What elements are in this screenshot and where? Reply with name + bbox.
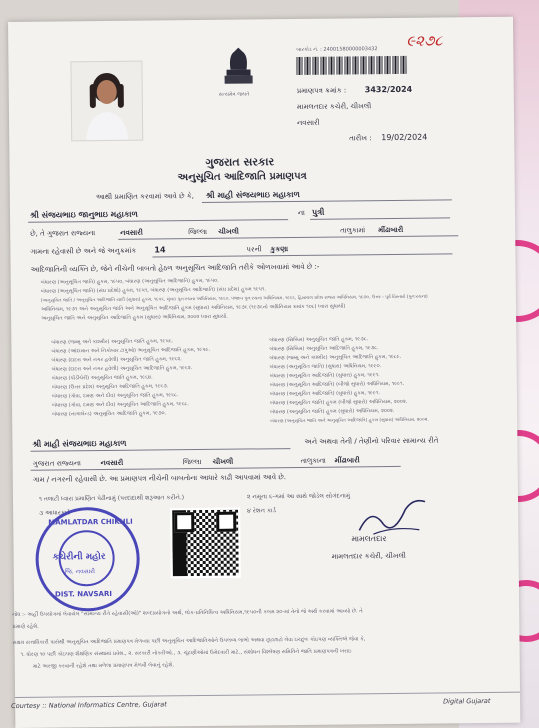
resident-label: ગામના રહેવાસી છે અને જે અનુક્રમાંક <box>30 246 137 256</box>
underline <box>152 253 452 257</box>
order-right: બંધારણ (જમ્મુ અને કાશ્મીર) અનુસૂચિત આદિજાતિ હુકમ, ૧૯૮૯. <box>269 353 402 362</box>
taluka-label: તાલુકામાં <box>340 226 366 235</box>
father-name: શ્રી સંજયભાઇ જાનુભાઇ મહાકાળ <box>29 209 138 220</box>
resident-taluka-label: તાલુકાના <box>300 456 326 465</box>
resident-district-label: જિલ્લા <box>182 457 202 467</box>
order-line: (અનુસૂચિત જાતિ / અનુસૂચિત આદિજાતિ યાદી (સુધારા) હુકમ, ૧૯૫૬, મુંબઇ પુનઃરચના અધિનિયમ, ૧૯૬૦, પંજાબ પુનઃરચના અધિનિયમ, ૧૯૬૬, હિમાચલ પ્રદેશ રાજ્ય અધિનિયમ, ૧૯૭૦, ઉત્તર - પૂર્વ વિસ્તારો (પુનઃરચના) <box>40 294 428 304</box>
order-right: બંધારણ (અનુસૂચિત જાતિ) (સુધારા) અધિનિયમ, ૧૯૯૦. <box>269 363 382 371</box>
office-stamp <box>35 507 140 612</box>
note-line: પ્રમાણે રહેશે. <box>12 623 39 630</box>
date-label: તારીખ : <box>349 134 372 143</box>
order-line: અધિનિયમ, ૧૯૭૧ અને અનુસૂચિત જાતિ અને અનુસૂચિત આદિજાતિ હુકમ (સુધારા) અધિનિયમ, ૧૯૭૬ (૧૯૭૬નો અધિનિયમ ક્રમાંક ૧૦૮) ધ્વારા સુધાર્યા) <box>40 303 346 313</box>
applicant-name: શ્રી માહી સંજયભાઇ મહાકાળ <box>205 189 300 200</box>
district-label: જિલ્લા <box>188 227 208 237</box>
relation-label: ના <box>297 208 305 217</box>
signature-office: મામલતદાર કચેરી, ચીખલી <box>331 551 406 561</box>
resident-suffix: અને અથવા તેની / તેણીનો પરિવાર સામાન્ય રીતે <box>304 436 439 446</box>
resident-name: શ્રી માહી સંજયભાઇ મહાકાળ <box>32 438 127 449</box>
barcode <box>296 56 406 75</box>
certify-text: આથી પ્રમાણિત કરવામાં આવે છે કે, <box>95 192 194 202</box>
underline <box>310 217 450 219</box>
order-left: બંધારણ (જમ્મુ અને કાશ્મીર) અનુસૂચિત જાતિ હુકમ, ૧૯૫૬. <box>51 338 174 346</box>
caste-value: કુકણા <box>270 245 289 254</box>
underline <box>118 235 458 240</box>
basis-item: ૧ તલાટી ધ્વારા પ્રમાણિત પેઢીનામું (પરદાદાથી શરૂઆત કરીને.) <box>38 494 185 503</box>
cert-number-label: પ્રમાણપત્ર ક્રમાંક : <box>296 86 347 95</box>
village-prefix: છે, તે ગુજરાત રાજ્યના <box>30 229 96 238</box>
emblem-caption: સત્યમેવ જયતે <box>218 91 250 98</box>
order-left: બંધારણ (ગોવા, દમણ અને દીવ) અનુસૂચિત જાતિ હુકમ, ૧૯૬૮. <box>51 392 179 400</box>
note-line: ૧. ધોરણ ૧૦ પછી કોઇપણ શૈક્ષણિક સંસ્થામાં પ્રવેશ., ૨. સરકારી નોકરીઓ., ૩. ચૂંટણીઓમાં ઉમેદવારી માટે., સંશોધન વિશ્લેષણ સમિતિને જાતિ પ્રમાણપત્રની ખરાઇ <box>20 648 352 658</box>
footer-courtesy: Courtesy :: National Informatics Centre, Gujarat <box>11 700 167 711</box>
government-title: ગુજરાત સરકાર <box>205 155 275 169</box>
resident-taluka: મીંઢાબારી <box>334 456 360 465</box>
order-right: બંધારણ (અનુસૂચિત આદિજાતિ) (સુધારો) હુકમ, ૧૯૯૧. <box>269 390 381 398</box>
order-right: બંધારણ (અનુસૂચિત જાતિ અને અનુસૂચિત આદિજાતિ) હુકમ (સુધારા) અધિનિયમ, ૨૦૦૨. <box>270 417 429 425</box>
order-line: બંધારણ (અનુસૂચિત જાતિ) (સંઘ પ્રદેશો) હુકમ, ૧૯૫૧, બંધારણ (અનુસૂચિત આદિજાતિ) (સંઘ પ્રદેશ) હુકમ ૧૯૫૧. <box>40 286 266 295</box>
resident-village: નવસારી <box>100 458 124 468</box>
order-left: બંધારણ (નાગાલેન્ડ) અનુસૂચિત આદિજાતિ હુકમ, ૧૯૭૦. <box>52 410 167 418</box>
tribe-intro: આદિજાતિની વ્યક્તિ છે, જેને નીચેની બાબતો હેઠળ અનુસૂચિત આદિજાતિ તરીકે ઓળખવામાં આવે છે :- <box>30 262 320 274</box>
order-right: બંધારણ (અનુસૂચિત જાતિ) હુકમ (સુધારો) અધિનિયમ, ૨૦૦૨. <box>270 407 395 416</box>
order-line: બંધારણ (અનુસૂચિત જાતિ) હુકમ, ૧૯૫૦, બંધારણ (અનુસૂચિત આદિજાતિ) હુકમ, ૧૯૫૦. <box>40 277 219 286</box>
barcode-label: બારકોડ નં. : 24001580000003432 <box>296 46 378 53</box>
emblem-icon <box>218 43 257 98</box>
stamp-top-text: MAMLATDAR CHIKHLI <box>48 517 133 527</box>
order-left: બંધારણ (પોંડીચેરી) અનુસૂચિત જાતિ હુકમ, ૧૯૬૪. <box>51 374 153 382</box>
note-line: સક્ષમ સત્તાધિકારી પાસેથી અનુસૂચિત આદિજાતિ પ્રમાણપત્ર મેળવ્યા પછી અનુસૂચિત આદિજાતિઓને ઉપલબ્ધ લાભો અથવા છૂટછાટો લેવા ઇચ્છુક કોઇપણ વ્યક્તિએ જેવા કે, <box>12 636 366 646</box>
footer-brand: Digital Gujarat <box>443 696 491 706</box>
basis-item: ૨ નમૂના ૬-ગમાં આ સાથે જોડેલ સોગંદનામું <box>246 492 351 501</box>
applicant-photo <box>70 61 143 142</box>
order-left: બંધારણ (દાદરા અને નગર હવેલી) અનુસૂચિત આદિજાતિ હુકમ, ૧૯૬૨. <box>51 365 193 373</box>
district-value: ચીખલી <box>218 227 239 236</box>
stamp-bottom-text: DIST. NAVSARI <box>54 589 112 599</box>
signature-title: મામલતદાર <box>351 534 387 544</box>
taluka-value: મીંઢાબારી <box>378 225 404 235</box>
district-name: નવસારી <box>297 118 320 127</box>
serial-value: 14 <box>154 245 166 255</box>
stamp-sub-text: જિ. નવસારી <box>64 568 96 576</box>
order-left: બંધારણ (ગોવા, દમણ અને દીવ) અનુસૂચિત આદિજાતિ હુકમ, ૧૯૬૮. <box>51 401 189 409</box>
relation-value: પુત્રી <box>311 207 325 217</box>
order-right: બંધારણ (અનુસૂચિત આદિજાતિ) (બીજો સુધારો) અધિનિયમ, ૧૯૯૧. <box>269 380 405 389</box>
order-left: બંધારણ (ઉત્તર પ્રદેશ) અનુસૂચિત આદિજાતિ હુકમ, ૧૯૬૭. <box>51 383 169 391</box>
caste-label: પરની <box>246 245 262 254</box>
handwritten-number: ૯૨૭૮ <box>406 31 443 50</box>
resident-district: ચીખલી <box>212 457 234 466</box>
certificate-paper <box>8 17 520 728</box>
order-right: બંધારણ (સિક્કિમ) અનુસૂચિત જાતિ હુકમ, ૧૯૭૮. <box>269 336 369 344</box>
order-left: બંધારણ (આંદામાન અને નિકોબાર ટાપુઓ) અનુસૂચિત આદિજાતિ હુકમ, ૧૯૫૯. <box>51 346 211 355</box>
state-label: ગુજરાત રાજ્યના <box>32 459 81 468</box>
qr-code <box>170 508 241 579</box>
cert-number: 3432/2024 <box>364 84 413 95</box>
order-right: બંધારણ (અનુસૂચિત જાતિ) હુકમ (બીજો સુધારો) અધિનિયમ, ૨૦૦૨. <box>269 398 408 407</box>
basis-item: ૩ આધારકાર્ડ <box>39 509 70 517</box>
office-name: મામલતદાર કચેરી, ચીખલી <box>296 102 372 111</box>
order-right: બંધારણ (અનુસૂચિત આદિજાતિ) (સુધારા) હુકમ, ૧૯૯૧. <box>269 372 380 380</box>
order-left: બંધારણ (દાદરા અને નગર હવેલી) અનુસૂચિત જાતિ હુકમ, ૧૯૬૨. <box>51 356 182 364</box>
basis-item: ૪ રેશન કાર્ડ <box>247 507 276 515</box>
village-value: નવસારી <box>120 228 143 237</box>
stamp-middle-text: કચેરીની મહોર <box>52 552 106 563</box>
issue-date: 19/02/2024 <box>381 132 428 143</box>
order-right: બંધારણ (સિક્કિમ) અનુસૂચિત આદિજાતિ હુકમ, ૧૯૭૮. <box>269 345 379 353</box>
note-line: માટે અરજી કરવાની રહેશે તથા મળેલા પ્રમાણપત્ર મેળવી લેવાનું રહેશે. <box>32 662 175 670</box>
certificate-title: અનુસૂચિત આદિજાતિ પ્રમાણપત્ર <box>177 170 307 184</box>
resident-closing: ગામ / નગરની રહેવાસી છે. આ પ્રમાણપત્ર નીચેની બાબતોના આધારે કાઢી આપવામાં આવે છે. <box>32 473 287 484</box>
order-line: અનુસૂચિત જાતિ અને અનુસૂચિત આદિજાતિ હુકમ (સુધારા) અધિનિયમ, ૨૦૦૨ ધ્વારા સુધાર્યા. <box>41 313 228 322</box>
note-line: નોંધ :- અહીં ઉપયોગમાં લેવાયેલ "સામાન્ય રીતે રહેવાસી(ઓ)" શબ્દપ્રયોગનો અર્થ, લોક-પ્રતિનિધિત્વ અધિનિયમ,૧૯૫૦ની કલમ ૨૦-માં તેનો જે અર્થ કરવામાં આવ્યો છે. તે <box>12 608 363 618</box>
